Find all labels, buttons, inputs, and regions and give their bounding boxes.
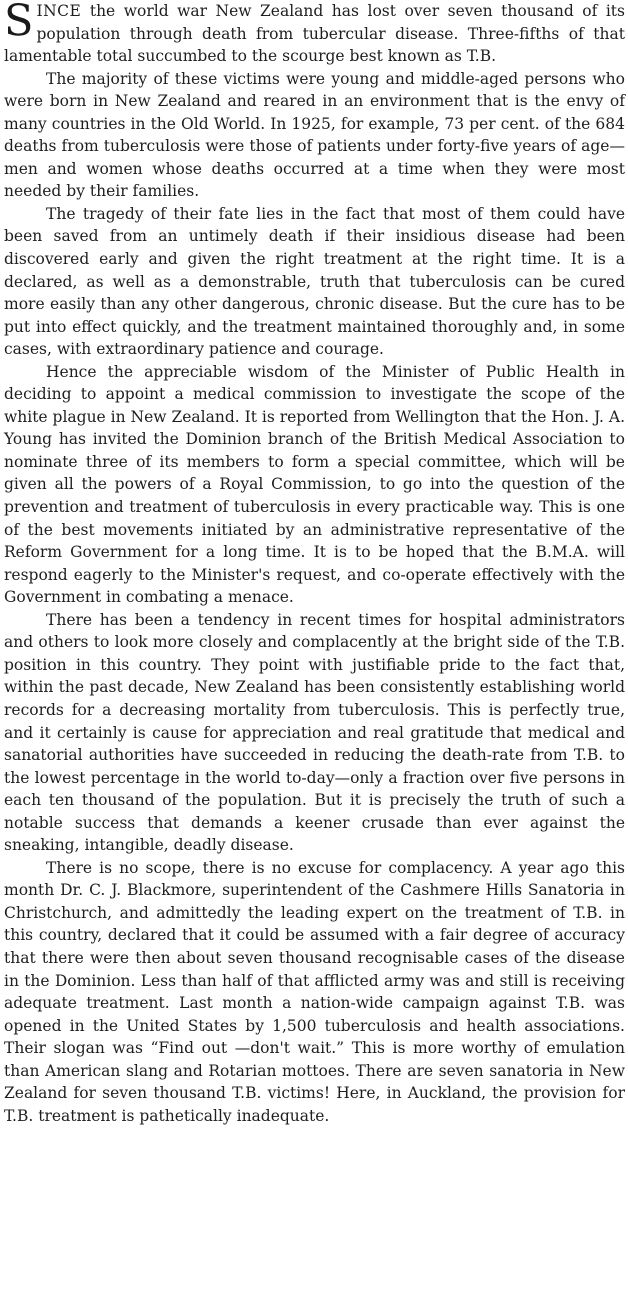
article-paragraph-5: There has been a tendency in recent times for hospital administrators and others to look more closely and complacently at the bright side of the T.B. position in this country. They point with justifiable pride to the fact that, within the past decade, New Zealand has been consistently establishing world records for a decreasing mortality from tuberculosis. This is perfectly true, and it certainly is cause for appreciation and real gratitude that medical and sanatorial authorities have succeeded in reducing the death-rate from T.B. to the lowest percentage in the world to-day—only a fraction over five persons in each ten thousand of the population. But it is precisely the truth of such a notable success that demands a keener crusade than ever against the sneaking, intangible, deadly disease.: [4, 610, 625, 855]
lead-word-caps: INCE: [36, 2, 82, 20]
paragraph-1-text: the world war New Zealand has lost over seven thousand of its population through death from tubercular disease. Three-fifths of that lamentable total succumbed to the scourge best known as T.B.: [4, 2, 625, 66]
article-column: [4, 0, 625, 1127]
article-paragraph-2: The majority of these victims were young and middle-aged persons who were born in New Zealand and reared in an environment that is the envy of many countries in the Old World. In 1925, for example, 73 per cent. of the 684 deaths from tuberculosis were those of patients under forty-five years of age—men and women whose deaths occurred at a time when they were most needed by their families.: [4, 69, 625, 201]
drop-cap: S: [4, 0, 34, 46]
article-paragraph-6: There is no scope, there is no excuse for complacency. A year ago this month Dr. C. J. Blackmore, superintendent of the Cashmere Hills Sanatoria in Christchurch, and admittedly the leading expert on the treatment of T.B. in this country, declared that it could be assumed with a fair degree of accuracy that there were then about seven thousand recognisable cases of the disease in the Dominion. Less than half of that afflicted army was and still is receiving adequate treatment. Last month a nation-wide campaign against T.B. was opened in the United States by 1,500 tuberculosis and health associations. Their slogan was “Find out —don't wait.” This is more worthy of emulation than American slang and Rotarian mottoes. There are seven sanatoria in New Zealand for seven thousand T.B. victims! Here, in Auckland, the provision for T.B. treatment is pathetically inadequate.: [4, 858, 625, 1125]
article-paragraph-1: [4, 0, 625, 68]
article-paragraph-3: The tragedy of their fate lies in the fact that most of them could have been saved from an untimely death if their insidious disease had been discovered early and given the right treatment at the right time. It is a declared, as well as a demonstrable, truth that tuberculosis can be cured more easily than any other dangerous, chronic disease. But the cure has to be put into effect quickly, and the treatment maintained thoroughly and, in some cases, with extraordinary patience and courage.: [4, 204, 625, 359]
article-paragraph-4: Hence the appreciable wisdom of the Minister of Public Health in deciding to appoint a medical commission to investigate the scope of the white plague in New Zealand. It is reported from Wellington that the Hon. J. A. Young has invited the Dominion branch of the British Medical Association to nominate three of its members to form a special committee, which will be given all the powers of a Royal Commission, to go into the question of the prevention and treatment of tuberculosis in every practicable way. This is one of the best movements initiated by an administrative representative of the Reform Government for a long time. It is to be hoped that the B.M.A. will respond eagerly to the Minister's request, and co-operate effectively with the Government in combating a menace.: [4, 362, 625, 607]
